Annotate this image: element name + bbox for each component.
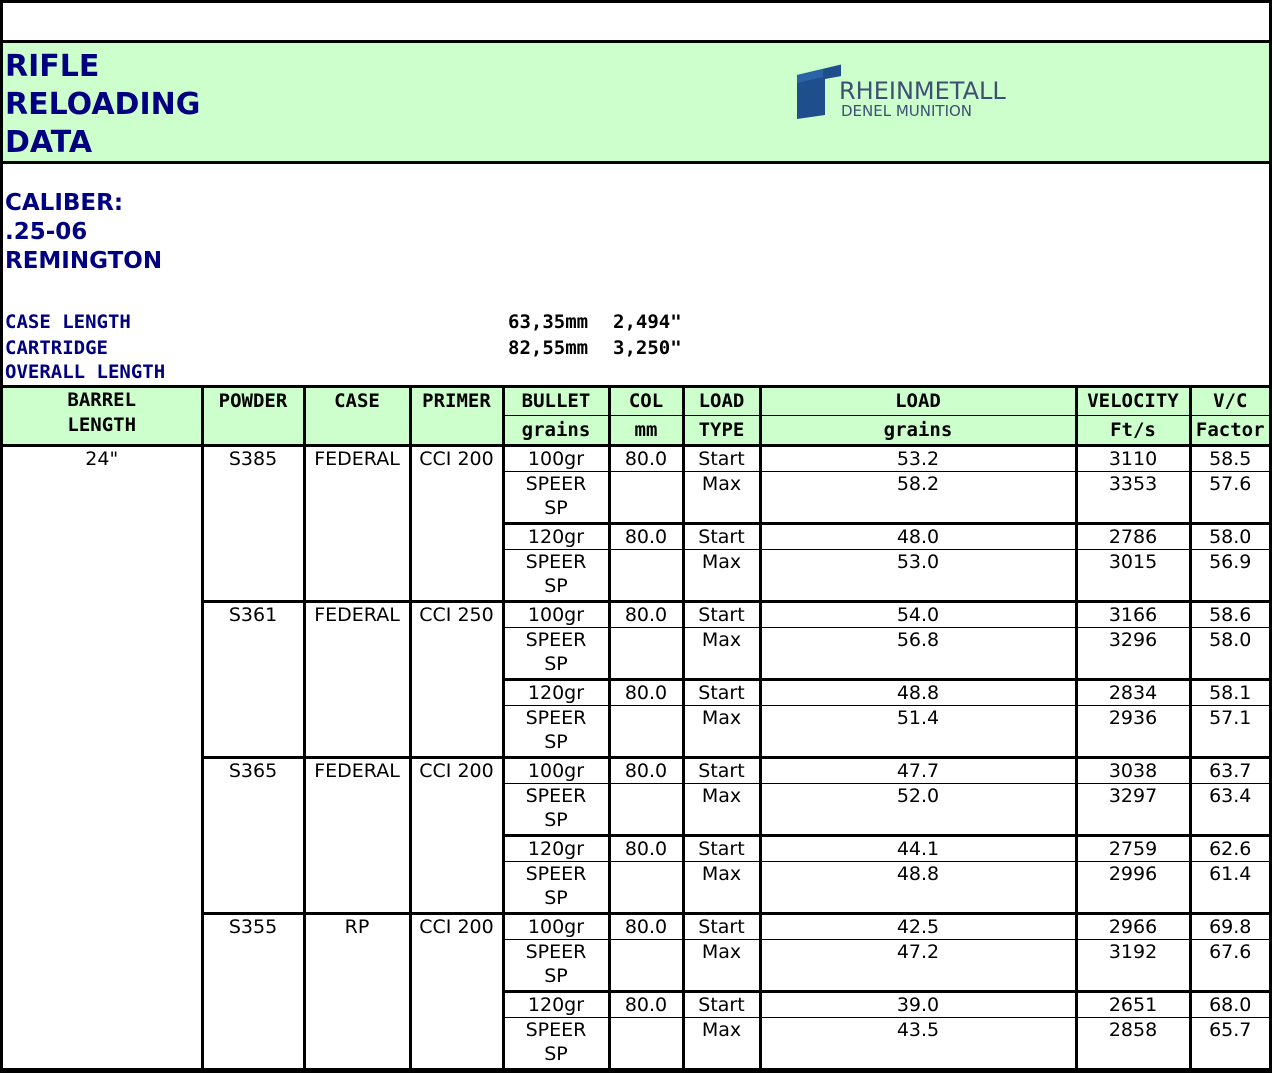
load-type-cell: Start [683,914,760,940]
load-type-cell: Max [683,940,760,992]
bullet-type-line: SP [544,497,568,519]
title-line: RIFLE [5,49,100,84]
col-header-powder: POWDER [202,387,304,446]
col-header-velocity: VELOCITY [1076,387,1190,416]
bullet-type-line: SPEER [525,941,587,963]
vc-factor-cell: 58.5 [1190,446,1269,472]
col-header-load-type: LOAD [683,387,760,416]
vc-factor-cell: 57.1 [1190,706,1269,758]
velocity-cell: 2858 [1076,1018,1190,1070]
bullet-type-cell [503,472,609,524]
velocity-cell: 3296 [1076,628,1190,680]
case-length-label: CASE LENGTH [5,311,131,333]
bullet-type-line: SPEER [525,785,587,807]
vc-factor-cell: 62.6 [1190,836,1269,862]
velocity-cell: 3110 [1076,446,1190,472]
col-cell: 80.0 [609,758,683,784]
bullet-type-line: SPEER [525,707,587,729]
bullet-type-line: SP [544,731,568,753]
overall-length-label: OVERALL LENGTH [5,361,166,383]
velocity-cell: 3166 [1076,602,1190,628]
col-blank-cell [609,784,683,836]
load-type-cell: Max [683,862,760,914]
col-cell: 80.0 [609,914,683,940]
bullet-type-cell [503,784,609,836]
load-type-cell: Start [683,992,760,1018]
col-cell: 80.0 [609,992,683,1018]
load-cell: 58.2 [760,472,1076,524]
velocity-cell: 2966 [1076,914,1190,940]
powder-cell: S355 [202,914,304,1070]
velocity-cell: 3353 [1076,472,1190,524]
load-type-cell: Start [683,524,760,550]
col-blank-cell [609,628,683,680]
vc-factor-cell: 69.8 [1190,914,1269,940]
load-type-cell: Start [683,758,760,784]
col-header-load: LOAD [760,387,1076,416]
bullet-type-cell [503,940,609,992]
rheinmetall-logo [793,61,1063,123]
case-length-in: 2,494" [613,311,682,333]
vc-factor-cell: 65.7 [1190,1018,1269,1070]
bullet-weight-cell: 120gr [503,680,609,706]
col-unit-col: mm [609,416,683,446]
vc-factor-cell: 63.7 [1190,758,1269,784]
load-type-cell: Start [683,446,760,472]
vc-factor-cell: 57.6 [1190,472,1269,524]
load-cell: 47.2 [760,940,1076,992]
bullet-type-line: SPEER [525,1019,587,1041]
load-cell: 48.8 [760,862,1076,914]
load-type-cell: Start [683,680,760,706]
vc-factor-cell: 58.1 [1190,680,1269,706]
load-type-cell: Start [683,602,760,628]
primer-cell: CCI 200 [410,914,503,1070]
col-unit-velocity: Ft/s [1076,416,1190,446]
bullet-weight-cell: 100gr [503,446,609,472]
bullet-type-line: SP [544,887,568,909]
bullet-type-line: SP [544,965,568,987]
col-cell: 80.0 [609,680,683,706]
col-header-case: CASE [304,387,410,446]
case-length-mm: 63,35mm [508,311,589,333]
col-blank-cell [609,550,683,602]
vc-factor-cell: 61.4 [1190,862,1269,914]
bullet-type-cell [503,628,609,680]
col-blank-cell [609,1018,683,1070]
case-cell: RP [304,914,410,1070]
top-blank-row [3,3,1269,43]
bullet-type-line: SPEER [525,863,587,885]
caliber-name: REMINGTON [5,248,163,274]
load-cell: 39.0 [760,992,1076,1018]
sheet-title [5,48,200,162]
bullet-weight-cell: 100gr [503,758,609,784]
bullet-type-line: SPEER [525,473,587,495]
load-data-table [3,385,1269,1071]
col-header-vc: V/C [1190,387,1269,416]
title-line: RELOADING [5,87,201,122]
col-blank-cell [609,472,683,524]
velocity-cell: 2936 [1076,706,1190,758]
load-type-cell: Start [683,836,760,862]
bullet-weight-cell: 120gr [503,524,609,550]
caliber-label: CALIBER: [5,190,124,216]
load-type-cell: Max [683,784,760,836]
col-cell: 80.0 [609,524,683,550]
velocity-cell: 3297 [1076,784,1190,836]
col-unit-load: grains [760,416,1076,446]
vc-factor-cell: 68.0 [1190,992,1269,1018]
cartridge-label: CARTRIDGE [5,337,108,359]
load-cell: 51.4 [760,706,1076,758]
bullet-type-line: SPEER [525,629,587,651]
header-banner [3,43,1269,164]
vc-factor-cell: 56.9 [1190,550,1269,602]
case-cell: FEDERAL [304,446,410,602]
bullet-weight-cell: 120gr [503,836,609,862]
powder-cell: S365 [202,758,304,914]
primer-cell: CCI 250 [410,602,503,758]
col-unit-vc: Factor [1190,416,1269,446]
load-cell: 56.8 [760,628,1076,680]
load-cell: 48.0 [760,524,1076,550]
col-blank-cell [609,862,683,914]
case-cell: FEDERAL [304,758,410,914]
bullet-weight-cell: 120gr [503,992,609,1018]
vc-factor-cell: 63.4 [1190,784,1269,836]
caliber-block [5,189,162,276]
load-cell: 53.0 [760,550,1076,602]
col-header-barrel: BARREL LENGTH [3,387,202,446]
velocity-cell: 2996 [1076,862,1190,914]
powder-cell: S361 [202,602,304,758]
bullet-type-line: SP [544,653,568,675]
velocity-cell: 2786 [1076,524,1190,550]
velocity-cell: 3015 [1076,550,1190,602]
logo-mark-icon [793,61,841,121]
vc-factor-cell: 58.0 [1190,524,1269,550]
vc-factor-cell: 58.6 [1190,602,1269,628]
col-cell: 80.0 [609,602,683,628]
load-cell: 43.5 [760,1018,1076,1070]
load-type-cell: Max [683,1018,760,1070]
vc-factor-cell: 58.0 [1190,628,1269,680]
table-row [3,446,1269,472]
col-unit-load-type: TYPE [683,416,760,446]
logo-subtitle: DENEL MUNITION [841,102,973,120]
overall-length-in: 3,250" [613,337,682,359]
load-type-cell: Max [683,550,760,602]
velocity-cell: 3038 [1076,758,1190,784]
load-cell: 44.1 [760,836,1076,862]
velocity-cell: 3192 [1076,940,1190,992]
load-type-cell: Max [683,706,760,758]
overall-length-mm: 82,55mm [508,337,589,359]
col-header-col: COL [609,387,683,416]
title-line: DATA [5,125,93,160]
load-type-cell: Max [683,628,760,680]
bullet-type-cell [503,862,609,914]
load-cell: 47.7 [760,758,1076,784]
load-type-cell: Max [683,472,760,524]
col-cell: 80.0 [609,446,683,472]
primer-cell: CCI 200 [410,758,503,914]
bullet-type-cell [503,550,609,602]
vc-factor-cell: 67.6 [1190,940,1269,992]
col-header-bullet: BULLET [503,387,609,416]
bullet-type-line: SPEER [525,551,587,573]
col-header-primer: PRIMER [410,387,503,446]
case-cell: FEDERAL [304,602,410,758]
barrel-length-cell: 24" [3,446,202,1070]
table-body [3,446,1269,1070]
load-cell: 48.8 [760,680,1076,706]
load-cell: 54.0 [760,602,1076,628]
powder-cell: S385 [202,446,304,602]
velocity-cell: 2651 [1076,992,1190,1018]
bullet-type-cell [503,1018,609,1070]
load-cell: 42.5 [760,914,1076,940]
bullet-type-line: SP [544,1043,568,1065]
velocity-cell: 2759 [1076,836,1190,862]
col-cell: 80.0 [609,836,683,862]
col-unit-bullet: grains [503,416,609,446]
col-blank-cell [609,940,683,992]
bullet-type-cell [503,706,609,758]
caliber-value: .25-06 [5,219,88,245]
bullet-type-line: SP [544,575,568,597]
velocity-cell: 2834 [1076,680,1190,706]
bullet-weight-cell: 100gr [503,914,609,940]
primer-cell: CCI 200 [410,446,503,602]
load-cell: 53.2 [760,446,1076,472]
bullet-weight-cell: 100gr [503,602,609,628]
logo-name: RHEINMETALL [839,77,1006,105]
load-cell: 52.0 [760,784,1076,836]
col-blank-cell [609,706,683,758]
bullet-type-line: SP [544,809,568,831]
